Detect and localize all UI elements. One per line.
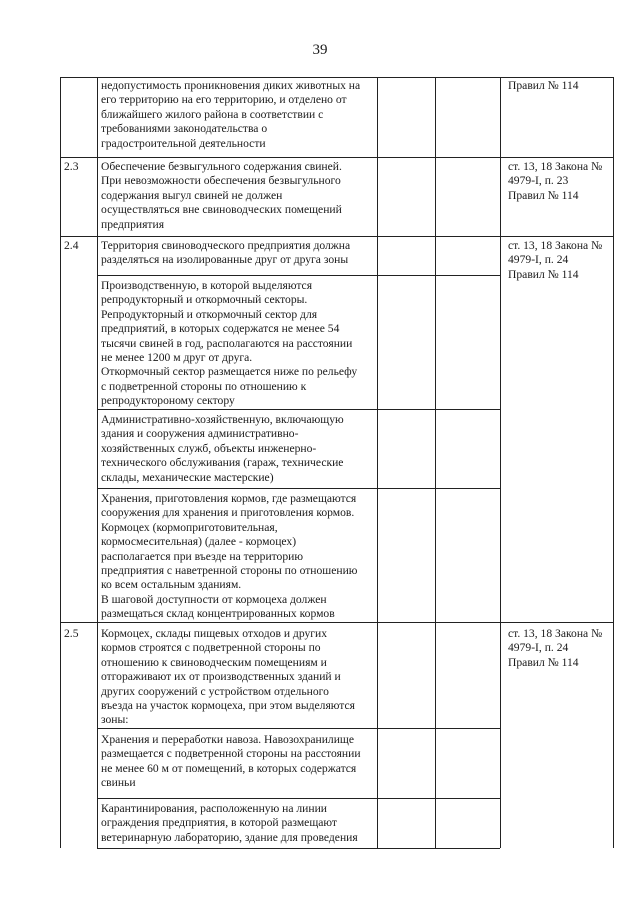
- row-text: Карантинирования, расположенную на линии ограждения предприятия, в которой размещают ветеринарную лабораторию, здание для проведения: [101, 802, 358, 844]
- row-number: 2.3: [64, 160, 79, 173]
- row-reference: Правил № 114: [508, 79, 579, 92]
- row-number: 2.5: [64, 627, 79, 640]
- row-number: 2.4: [64, 239, 79, 252]
- row-reference: ст. 13, 18 Закона № 4979-I, п. 24 Правил № 114: [508, 627, 603, 669]
- row-text: Административно-хозяйственную, включающую здания и сооружения административно- хозяйственных служб, объекты инженерно- технического обслуживания (гараж, технические склады, механические мастерские): [101, 413, 344, 484]
- row-text: Обеспечение безвыгульного содержания свиней. При невозможности обеспечения безвыгульного содержания выгул свиней не должен осуществляться вне свиноводческих помещений предприятия: [101, 160, 342, 231]
- row-text: Производственную, в которой выделяются репродукторный и откормочный секторы. Репродукторный и откормочный сектор для предприятий, в которых содержатся не менее 54 тысячи свиней в год, располагаются на расстоянии не менее 1200 м друг от друга. Откормочный сектор размещается ниже по рельефу с подветренной стороны по отношению к репродуктороному сектору: [101, 279, 358, 408]
- row-reference: ст. 13, 18 Закона № 4979-I, п. 24 Правил № 114: [508, 239, 603, 281]
- page-number: 39: [312, 42, 328, 58]
- row-text: недопустимость проникновения диких животных на его территорию на его территорию, и отделено от ближайшего жилого района в соответствии с требованиями законодательства о градостроительной деятельности: [101, 79, 361, 150]
- row-text: Территория свиноводческого предприятия должна разделяться на изолированные друг от друга зоны: [101, 239, 351, 267]
- row-text: Кормоцех, склады пищевых отходов и других кормов строятся с подветренной стороны по отношению к свиноводческим помещениям и отгораживают их от производственных зданий и других сооружений с устройством отдельного въезда на участок кормоцеха, при этом выделяются зоны:: [101, 627, 355, 727]
- row-text: Хранения и переработки навоза. Навозохранилище размещается с подветренной стороны на расстоянии не менее 60 м от помещений, в которых содержатся свиньи: [101, 733, 361, 790]
- row-reference: ст. 13, 18 Закона № 4979-I, п. 23 Правил № 114: [508, 160, 603, 202]
- row-text: Хранения, приготовления кормов, где размещаются сооружения для хранения и приготовления кормов. Кормоцех (кормоприготовительная, кормосмесительная) (далее - кормоцех) располагается при въезде на территорию предприятия с наветренной стороны по отношению ко всем остальным зданиям. В шаговой доступности от кормоцеха должен размещаться склад концентрированных кормов: [101, 492, 358, 621]
